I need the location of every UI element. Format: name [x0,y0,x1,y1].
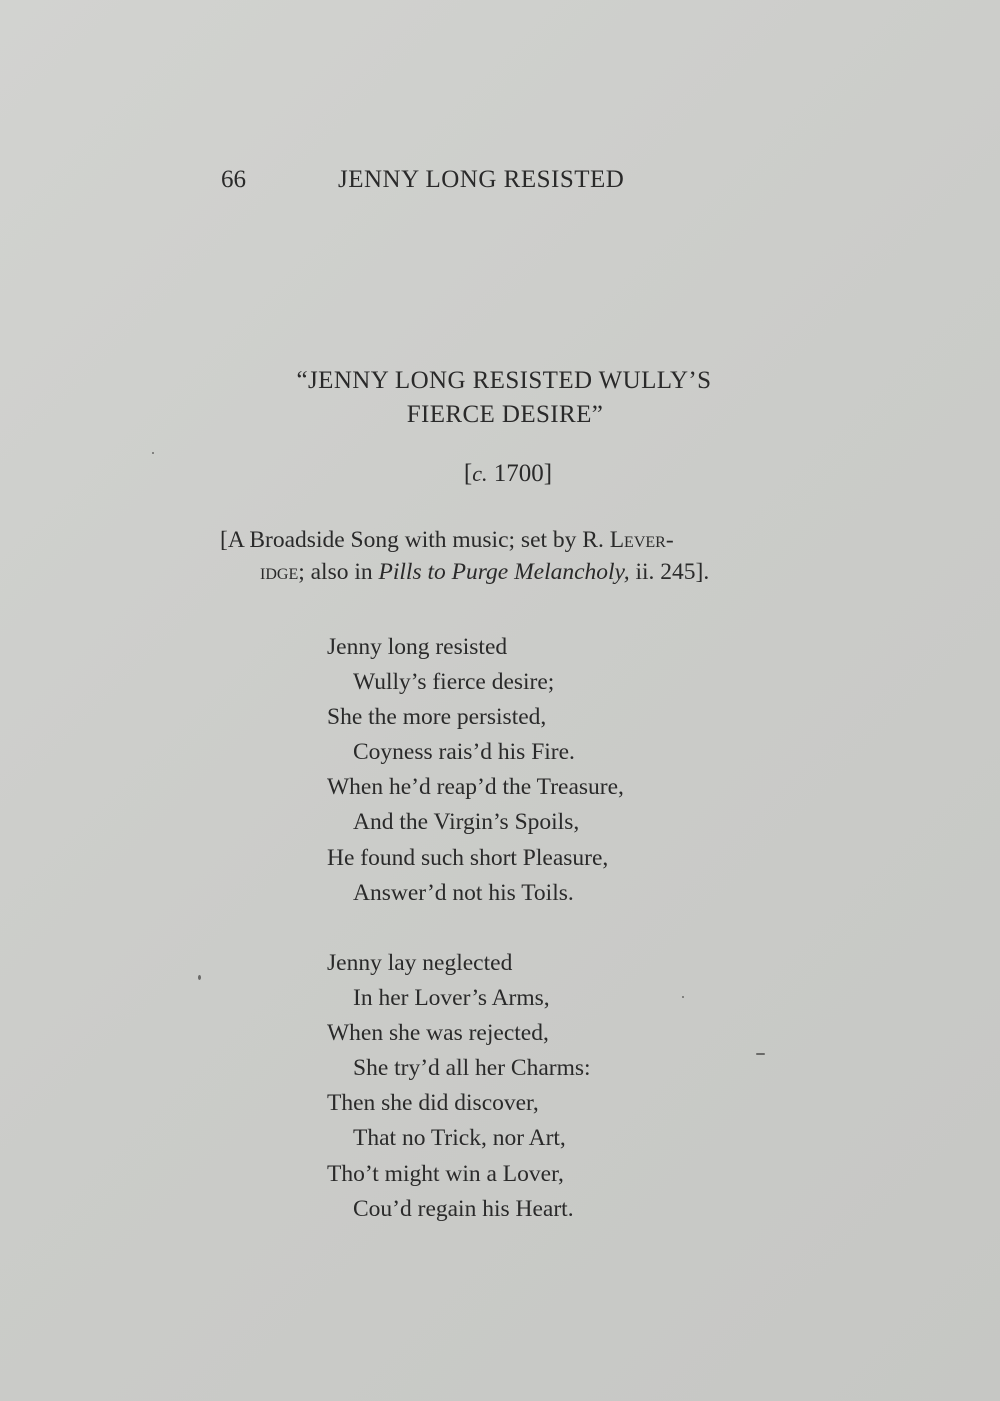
verse-line: Then she did discover, [327,1090,539,1117]
verse-line: He found such short Pleasure, [327,844,609,871]
date-bracket-close: ] [543,460,553,487]
verse-line: And the Virgin’s Spoils, [353,809,580,836]
poem-title-line-1: “JENNY LONG RESISTED WULLY’S [296,367,712,394]
note-line-2 [220,556,800,588]
verse-line: Coyness rais’d his Fire. [353,739,575,766]
paper-speck [756,1053,765,1055]
poem-date [0,460,1000,488]
verse-line: In her Lover’s Arms, [353,985,550,1012]
stanza-1 [327,630,624,911]
date-bracket-open: [ [463,460,473,487]
editorial-note [220,524,800,588]
note-line-1 [220,524,800,556]
verse-line: Tho’t might win a Lover, [327,1160,564,1187]
verse-line: When she was rejected, [327,1020,549,1047]
running-head [0,166,1000,206]
page-number: 66 [221,166,246,193]
date-year: 1700 [493,460,544,487]
paper-speck [198,975,201,980]
note-text-2: ; also in [298,559,379,585]
paper-speck [152,452,154,454]
date-circa: c. [472,461,488,486]
verse-line: She the more persisted, [327,704,547,731]
verse-line: Answer’d not his Toils. [353,879,574,906]
poem-title [0,364,1000,432]
verse-line: She try’d all her Charms: [353,1055,591,1082]
verse-line: Wully’s fierce desire; [353,669,555,696]
verse-line: Jenny long resisted [327,634,508,660]
paper-speck [682,996,684,998]
verse-line: Jenny lay neglected [327,950,513,976]
note-author: Lever- [609,527,674,553]
stanza-2 [327,946,591,1227]
note-text-1: [A Broadside Song with music; set by R. [220,527,610,553]
note-source-title: Pills to Purge Melancholy, [378,559,630,585]
verse-line: When he’d reap’d the Treasure, [327,774,624,801]
note-text-3: ii. 245]. [629,559,710,585]
note-author-cont: idge [260,559,299,585]
poem-title-line-2: FIERCE DESIRE” [406,401,604,428]
verse-line: Cou’d regain his Heart. [353,1195,574,1222]
verse-line: That no Trick, nor Art, [353,1125,566,1152]
running-title: JENNY LONG RESISTED [338,166,625,193]
